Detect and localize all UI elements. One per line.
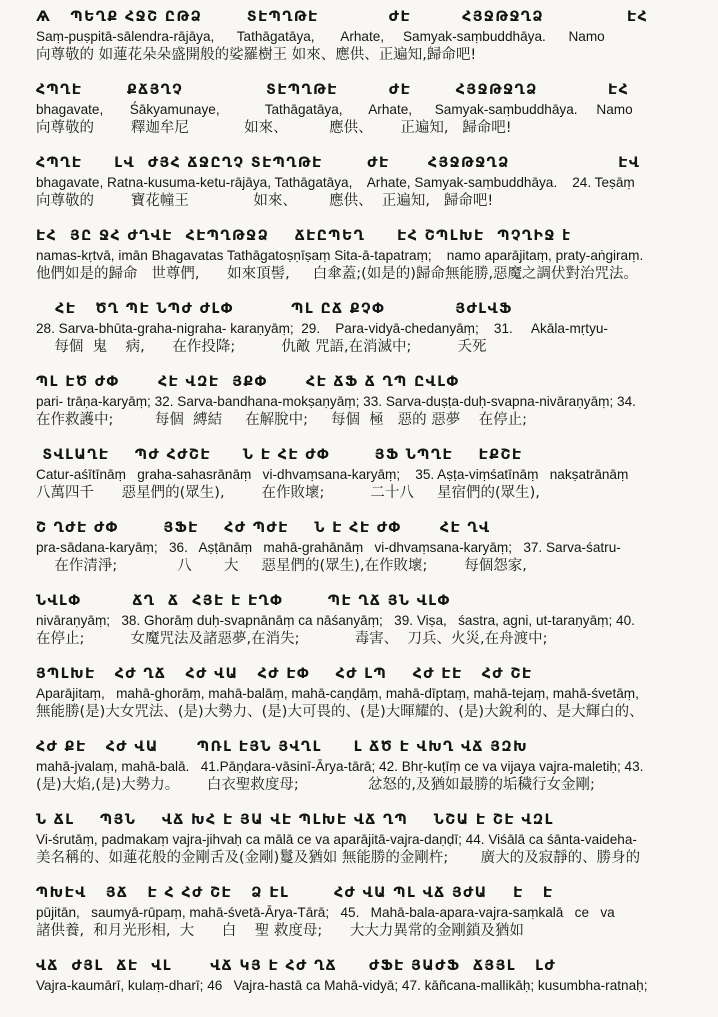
sanskrit-transliteration-line: Catur-aśītīnāṃ graha-sahasrānāṃ vi-dhvaṃsana-karyāṃ; 35. Aṣṭa-viṃśatīnāṃ nakṣatrānāṃ [36, 467, 629, 482]
chinese-translation-line: 他們如是的歸命 世尊們, 如來頂髻, 白傘蓋;(如是的)歸命無能勝,惡魔之調伏對治咒法。 [36, 266, 639, 282]
chinese-translation-line: 向尊敬的 寶花幢王 如來、 應供、 正遍知, 歸命吧! [36, 193, 494, 209]
verse-block-4 [36, 227, 714, 284]
siddham-script-line: ԷՀ ՅԸ ՋՀ ԺՂՎԷ ՀԷՊՂԹՋՁ ՃԷԸՊԵՂ ԷՀ ՇՊԼԽԷ ՊՉՂԻՋ է [36, 228, 572, 244]
sanskrit-transliteration-line: namas-kṛtvā, imān Bhagavatas Tathāgatoṣṇīṣaṃ Sita-ā-tapatraṃ; namo aparājitaṃ, praty-aṅgiraṃ. [36, 248, 644, 263]
sanskrit-transliteration-line: pra-sādana-karyāṃ; 36. Aṣṭānāṃ mahā-grahānāṃ vi-dhvaṃsana-karyāṃ; 37. Sarva-śatru- [36, 540, 621, 555]
verse-block-14 [36, 957, 714, 995]
sanskrit-transliteration-line: Vi-śrutāṃ, padmakaṃ vajra-jihvaḥ ca mālā ce va aparājitā-vajra-daṇḍī; 44. Viśālā ca śānta-vaideha- [36, 832, 637, 847]
siddham-script-line: ՀԷ ԾՂ ՊԷ ՆՊԺ ԺԼՓ ՊԼ ԸՃ ՔՉՓ ՅԺԼՎՖ [36, 301, 513, 317]
verse-block-9 [36, 592, 714, 649]
siddham-script-line: ՊԽԷՎ ՅՃ Է Հ ՀԺ ՇԷ Ձ ԷԼ ՀԺ ՎԱ ՊԼ ՎՃ ՅԺԱ Է Է [36, 885, 554, 901]
siddham-script-line: ՀՊՂԷ ԼՎ ԺՅՀ ՃՋԸՂՉ ՏԷՊՂԹԷ ԺԷ ՀՅՋԹՋՂՁ ԷՎ [36, 155, 641, 171]
verse-block-10 [36, 665, 714, 722]
sanskrit-transliteration-line: pūjitān, saumyā-rūpaṃ, mahā-śvetā-Ārya-Tārā; 45. Mahā-bala-apara-vajra-saṃkalā ce va [36, 905, 615, 920]
chinese-translation-line: 在停止; 女魔咒法及諸惡夢,在消失; 毒害、 刀兵、火災,在舟渡中; [36, 631, 548, 647]
verse-block-6 [36, 373, 714, 430]
siddham-script-line: ՎՃ ԺՅԼ ՃԷ ՎԼ ՎՃ ԿՅ Է ՀԺ ՂՃ ԺՖԷ ՅԱԺՖ ՃՅՅԼ ԼԺ [36, 958, 557, 974]
sanskrit-transliteration-line: Aparājitaṃ, mahā-ghorāṃ, mahā-balāṃ, mahā-caṇḍāṃ, mahā-dīptaṃ, mahā-tejaṃ, mahā-śvetāṃ, [36, 686, 639, 701]
verse-block-2 [36, 81, 714, 138]
sanskrit-transliteration-line: nivāraṇyāṃ; 38. Ghorāṃ duḥ-svapnānāṃ ca nāśanyāṃ; 39. Viṣa, śastra, agni, ut-taraṇyāṃ; 40. [36, 613, 635, 628]
sanskrit-transliteration-line: pari- trāṇa-karyāṃ; 32. Sarva-bandhana-mokṣaṇyāṃ; 33. Sarva-duṣṭa-duḥ-svapna-nivāraṇyāṃ; 34. [36, 394, 636, 409]
siddham-script-line: ՏՎԼԱՂԷ ՊԺ ՀԺՇԷ Ն Է ՀԷ ԺՓ ՅՖ ՆՊՂԷ ԷՔՇԷ [36, 447, 523, 463]
chinese-translation-line: 美名稱的、如蓮花般的金剛舌及(金剛)鬘及猶如 無能勝的金剛杵; 廣大的及寂靜的、勝身的 [36, 850, 641, 866]
chinese-translation-line: 無能勝(是)大女咒法、(是)大勢力、(是)大可畏的、(是)大暉耀的、(是)大銳利的、是大輝白的、 [36, 704, 644, 720]
verse-block-5 [36, 300, 714, 357]
chinese-translation-line: 諸供養, 和月光形相, 大 白 聖 救度母; 大大力異常的金剛鎖及猶如 [36, 923, 524, 939]
sanskrit-transliteration-line: Saṃ-puṣpitā-sālendra-rājāya, Tathāgatāya, Arhate, Samyak-saṃbuddhāya. Namo [36, 29, 605, 44]
siddham-script-line: Շ ՂԺԷ ԺՓ ՅՖԷ ՀԺ ՊԺԷ Ն Է ՀԷ ԺՓ ՀԷ ՂՎ [36, 520, 491, 536]
verse-block-3 [36, 154, 714, 211]
siddham-script-line: Ѧ ՊԵՂՔ ՀՋՇ ԸԹՁ ՏԷՊՂԹԷ ԺԷ ՀՅՋԹՋՂՁ ԷՀ [36, 9, 649, 25]
sanskrit-transliteration-line: mahā-jvalaṃ, mahā-balā. 41.Pāṇḍara-vāsinī-Ārya-tārā; 42. Bhṛ-kuṭīṃ ce va vijaya vajra-maletiḥ; 43. [36, 759, 644, 774]
siddham-script-line: ՀԺ ՔԷ ՀԺ ՎԱ ՊՌԼ ԷՅՆ ՅՎՂԼ Լ ՃԾ Է ՎԽՂ ՎՃ ՅԶԽ [36, 739, 529, 755]
verse-block-7 [36, 446, 714, 503]
verse-block-8 [36, 519, 714, 576]
sanskrit-transliteration-line: bhagavate, Ratna-kusuma-ketu-rājāya, Tathāgatāya, Arhate, Samyak-saṃbuddhāya. 24. Teṣāṃ [36, 175, 635, 190]
verse-block-12 [36, 811, 714, 868]
chinese-translation-line: 向尊敬的 釋迦牟尼 如來、 應供、 正遍知, 歸命吧! [36, 120, 512, 136]
chinese-translation-line: 向尊敬的 如蓮花朵朵盛開般的娑羅樹王 如來、應供、正遍知,歸命吧! [36, 47, 477, 63]
verse-block-1 [36, 8, 714, 65]
verse-block-11 [36, 738, 714, 795]
chinese-translation-line: 在作清淨; 八 大 惡星們的(眾生),在作敗壞; 每個怨家, [36, 558, 527, 574]
chinese-translation-line: 在作救護中; 每個 縛結 在解脫中; 每個 極 惡的 惡夢 在停止; [36, 412, 528, 428]
siddham-script-line: ՀՊՂԷ ՔՃՅՂՉ ՏԷՊՂԹԷ ԺԷ ՀՅՋԹՋՂՁ ԷՀ [36, 82, 630, 98]
chinese-translation-line: (是)大焰,(是)大勢力。 白衣聖救度母; 忿怒的,及猶如最勝的垢穢行女金剛; [36, 777, 595, 793]
sanskrit-transliteration-line: Vajra-kaumārī, kulaṃ-dharī; 46 Vajra-hastā ca Mahā-vidyā; 47. kāñcana-mallikāḥ; kusumbha-ratnaḥ; [36, 978, 648, 993]
siddham-script-line: ՊԼ ԷԾ ԺՓ ՀԷ ՎԶԷ ՅՔՓ ՀԷ ՃՖ Ճ ՂՊ ԸՎԼՓ [36, 374, 460, 390]
verse-block-13 [36, 884, 714, 941]
sanskrit-transliteration-line: 28. Sarva-bhūta-graha-nigraha- karaṇyāṃ; 29. Para-vidyā-chedanyāṃ; 31. Akāla-mṛtyu- [36, 321, 608, 336]
sanskrit-transliteration-line: bhagavate, Śākyamunaye, Tathāgatāya, Arhate, Samyak-saṃbuddhāya. Namo [36, 102, 633, 117]
siddham-script-line: Ն ՃԼ ՊՅՆ ՎՃ ԽՀ Է ՅԱ ՎԷ ՊԼԽԷ ՎՃ ՂՊ ՆՇԱ Է ՇԷ ՎԶԼ [36, 812, 554, 828]
siddham-script-line: ՅՊԼԽԷ ՀԺ ՂՃ ՀԺ ՎԱ ՀԺ ԷՓ ՀԺ ԼՊ ՀԺ ԷԷ ՀԺ ՇԷ [36, 666, 533, 682]
chinese-translation-line: 每個 鬼 病, 在作投降; 仇敵 咒語,在消滅中; 夭死 [36, 339, 487, 355]
chinese-translation-line: 八萬四千 惡星們的(眾生), 在作敗壞; 二十八 星宿們的(眾生), [36, 485, 540, 501]
siddham-script-line: ՆՎԼՓ ՃՂ Ճ ՀՅԷ Է ԷՂՓ ՊԷ ՂՃ ՅՆ ՎԼՓ [36, 593, 451, 609]
